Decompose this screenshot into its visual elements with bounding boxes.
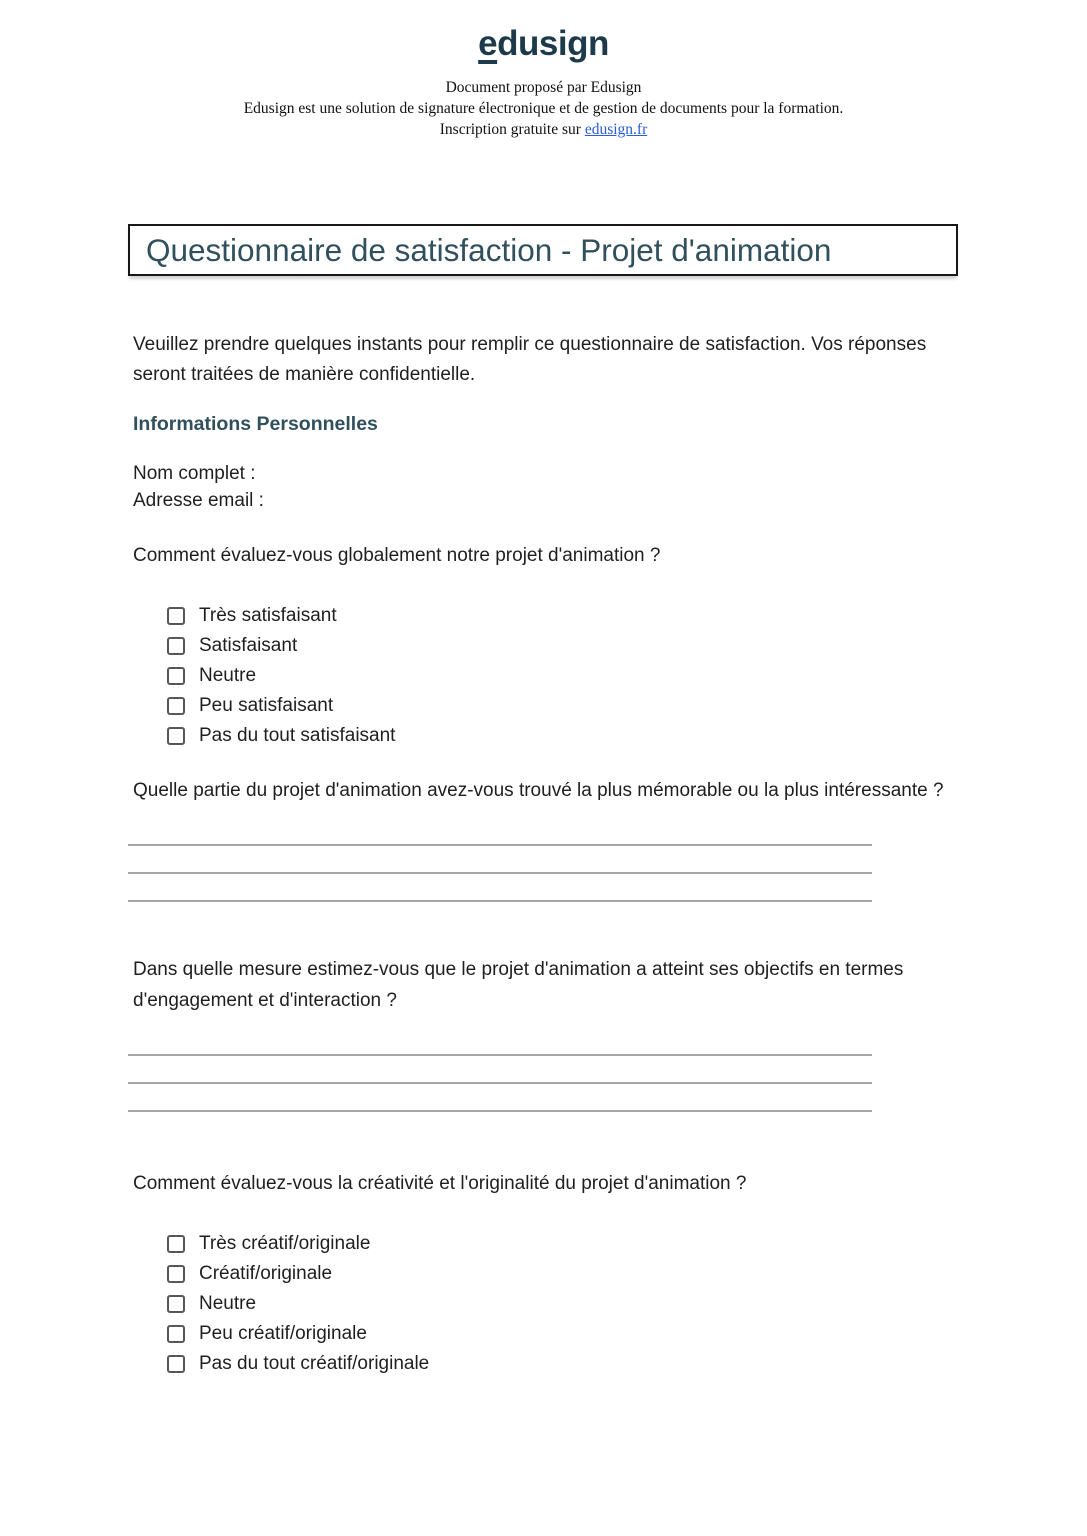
checkbox-option[interactable]	[167, 1229, 963, 1259]
question-creativity-originality: Comment évaluez-vous la créativité et l'originalité du projet d'animation ?	[133, 1173, 747, 1194]
checkbox-option[interactable]	[167, 1289, 963, 1319]
checkbox-group-global-evaluation	[167, 601, 963, 751]
tagline-line-2: Edusign est une solution de signature électronique et de gestion de documents pour la formation.	[243, 100, 844, 117]
checkbox[interactable]	[167, 1235, 185, 1253]
question-global-evaluation: Comment évaluez-vous globalement notre projet d'animation ?	[133, 545, 661, 566]
checkbox-option[interactable]	[167, 721, 963, 751]
answer-lines-memorable-part	[128, 818, 872, 902]
field-adresse-email: Adresse email :	[133, 490, 264, 511]
checkbox[interactable]	[167, 727, 185, 745]
document-header	[0, 24, 1087, 140]
checkbox-group-creativity-originality	[167, 1229, 963, 1379]
intro-paragraph: Veuillez prendre quelques instants pour remplir ce questionnaire de satisfaction. Vos réponses seront traitées de manière confidentielle.	[133, 334, 927, 385]
checkbox[interactable]	[167, 607, 185, 625]
checkbox-option[interactable]	[167, 1319, 963, 1349]
checkbox-option-label: Neutre	[199, 1293, 257, 1314]
field-nom-complet: Nom complet :	[133, 463, 256, 484]
header-tagline	[0, 77, 1087, 140]
answer-lines-objectives-engagement	[128, 1028, 872, 1112]
tagline-line-3	[0, 119, 1087, 140]
answer-line[interactable]	[128, 874, 872, 902]
logo-rest: dusign	[497, 24, 609, 63]
checkbox-option[interactable]	[167, 631, 963, 661]
checkbox-option[interactable]	[167, 1259, 963, 1289]
checkbox[interactable]	[167, 1265, 185, 1283]
question-memorable-part: Quelle partie du projet d'animation avez-vous trouvé la plus mémorable ou la plus intéressante ?	[133, 780, 944, 801]
edusign-link[interactable]: edusign.fr	[584, 121, 648, 138]
checkbox-option-label: Très créatif/originale	[199, 1233, 371, 1254]
answer-line[interactable]	[128, 1084, 872, 1112]
questionnaire-body	[133, 330, 963, 1379]
checkbox-option[interactable]	[167, 601, 963, 631]
checkbox-option-label: Peu créatif/originale	[199, 1323, 367, 1344]
checkbox-option-label: Très satisfaisant	[199, 605, 337, 626]
checkbox-option-label: Créatif/originale	[199, 1263, 333, 1284]
checkbox[interactable]	[167, 1295, 185, 1313]
checkbox-option-label: Pas du tout créatif/originale	[199, 1353, 430, 1374]
tagline-line-3-text: Inscription gratuite sur	[439, 121, 585, 138]
checkbox-option[interactable]	[167, 691, 963, 721]
section-heading-informations-personnelles: Informations Personnelles	[133, 413, 378, 435]
checkbox-option-label: Pas du tout satisfaisant	[199, 725, 396, 746]
answer-line[interactable]	[128, 1028, 872, 1056]
checkbox[interactable]	[167, 1325, 185, 1343]
checkbox[interactable]	[167, 637, 185, 655]
title-box	[128, 224, 958, 276]
tagline-line-1: Document proposé par Edusign	[445, 79, 642, 96]
checkbox[interactable]	[167, 1355, 185, 1373]
checkbox-option-label: Satisfaisant	[199, 635, 298, 656]
answer-line[interactable]	[128, 846, 872, 874]
edusign-logo	[0, 24, 1087, 64]
checkbox[interactable]	[167, 667, 185, 685]
logo-underlined-e: e	[478, 24, 498, 63]
answer-line[interactable]	[128, 818, 872, 846]
page-title: Questionnaire de satisfaction - Projet d'animation	[146, 231, 832, 268]
checkbox-option[interactable]	[167, 1349, 963, 1379]
checkbox-option-label: Peu satisfaisant	[199, 695, 334, 716]
question-objectives-engagement: Dans quelle mesure estimez-vous que le projet d'animation a atteint ses objectifs en termes d'engagement et d'interaction ?	[133, 959, 904, 1011]
answer-line[interactable]	[128, 1056, 872, 1084]
checkbox-option[interactable]	[167, 661, 963, 691]
checkbox[interactable]	[167, 697, 185, 715]
personal-info-fields	[133, 460, 963, 514]
checkbox-option-label: Neutre	[199, 665, 257, 686]
